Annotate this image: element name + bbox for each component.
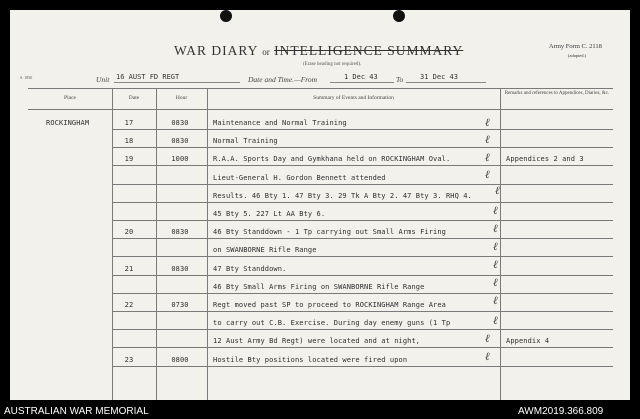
army-form-adapted: (adapted.) xyxy=(568,53,587,58)
column-divider xyxy=(207,88,208,400)
date-to-value: 31 Dec 43 xyxy=(420,73,458,81)
handwritten-initial: ℓ xyxy=(485,133,490,146)
entry-hour: 0830 xyxy=(171,137,189,145)
table-top-border xyxy=(28,88,613,89)
row-rule xyxy=(112,238,207,239)
row-rule xyxy=(112,366,207,367)
entry-summary: 47 Bty Standdown. xyxy=(213,265,287,273)
entry-hour: 1000 xyxy=(171,155,189,163)
unit-value: 16 AUST FD REGT xyxy=(116,73,180,81)
handwritten-initial: ℓ xyxy=(493,240,498,253)
entry-summary: 45 Bty 5. 227 Lt AA Bty 6. xyxy=(213,210,326,218)
row-rule xyxy=(207,275,613,276)
row-rule xyxy=(112,147,207,148)
entry-hour: 0800 xyxy=(171,356,189,364)
handwritten-initial: ℓ xyxy=(485,168,490,181)
row-rule xyxy=(112,311,207,312)
handwritten-initial: ℓ xyxy=(495,184,500,197)
punch-hole xyxy=(220,10,232,22)
to-underline xyxy=(406,82,486,83)
date-time-label: Date and Time.—From xyxy=(248,75,318,84)
handwritten-initial: ℓ xyxy=(493,276,498,289)
entry-date: 22 xyxy=(124,301,134,309)
row-rule xyxy=(112,184,207,185)
unit-label: Unit xyxy=(96,75,110,84)
column-header-remarks: Remarks and references to Appendices, Diaries, &c. xyxy=(504,91,610,96)
entry-summary: 12 Aust Army Bd Regt) were located and at night, xyxy=(213,337,421,345)
handwritten-initial: ℓ xyxy=(485,151,490,164)
entry-summary: 46 Bty Small Arms Firing on SWANBORNE Rifle Range xyxy=(213,283,425,291)
form-code: S. 1850 xyxy=(20,75,33,80)
handwritten-initial: ℓ xyxy=(493,204,498,217)
entry-hour: 0830 xyxy=(171,119,189,127)
entry-summary: 46 Bty Standdown - 1 Tp carrying out Small Arms Firing xyxy=(213,228,446,236)
from-underline xyxy=(330,82,394,83)
row-rule xyxy=(207,366,613,367)
entry-summary: Hostile Bty positions located were fired upon xyxy=(213,356,408,364)
row-rule xyxy=(112,202,207,203)
row-rule xyxy=(112,329,207,330)
title-or: or xyxy=(262,47,270,57)
punch-hole xyxy=(393,10,405,22)
table-header-border xyxy=(28,109,613,110)
entry-summary: Results. 46 Bty 1. 47 Bty 3. 29 Tk A Bty 2. 47 Bty 3. RHQ 4. xyxy=(213,192,472,200)
handwritten-initial: ℓ xyxy=(493,294,498,307)
footer-institution: AUSTRALIAN WAR MEMORIAL xyxy=(4,406,149,417)
row-rule xyxy=(207,329,613,330)
column-header-hour: Hour xyxy=(175,95,188,101)
army-form-number: Army Form C. 2118 xyxy=(549,43,602,50)
date-from-value: 1 Dec 43 xyxy=(344,73,378,81)
handwritten-initial: ℓ xyxy=(485,350,490,363)
entry-date: 18 xyxy=(124,137,134,145)
title-intelligence-summary: INTELLIGENCE SUMMARY xyxy=(274,43,464,58)
entry-date: 23 xyxy=(124,356,134,364)
row-rule xyxy=(207,256,613,257)
entry-date: 17 xyxy=(124,119,134,127)
row-rule xyxy=(112,256,207,257)
entry-summary: Regt moved past SP to proceed to ROCKINGHAM Range Area xyxy=(213,301,446,309)
entry-summary: to carry out C.B. Exercise. During day enemy guns (1 Tp xyxy=(213,319,451,327)
entry-hour: 0830 xyxy=(171,265,189,273)
row-rule xyxy=(207,220,613,221)
entry-hour: 0730 xyxy=(171,301,189,309)
row-rule xyxy=(112,347,207,348)
handwritten-initial: ℓ xyxy=(493,222,498,235)
column-divider xyxy=(156,88,157,400)
handwritten-initial: ℓ xyxy=(493,314,498,327)
column-header-date: Date xyxy=(128,95,140,101)
entry-remarks: Appendices 2 and 3 xyxy=(506,155,584,163)
title-subtitle: (Erase heading not required). xyxy=(303,62,362,67)
handwritten-initial: ℓ xyxy=(493,258,498,271)
unit-underline xyxy=(114,82,240,83)
entry-summary: on SWANBORNE Rifle Range xyxy=(213,246,317,254)
entry-summary: Normal Training xyxy=(213,137,278,145)
entry-date: 20 xyxy=(124,228,134,236)
row-rule xyxy=(112,293,207,294)
column-header-summary: Summary of Events and Information xyxy=(313,95,394,101)
entry-hour: 0830 xyxy=(171,228,189,236)
row-rule xyxy=(112,165,207,166)
column-divider xyxy=(112,88,113,400)
title-war-diary: WAR DIARY xyxy=(174,43,258,58)
entry-summary: R.A.A. Sports Day and Gymkhana held on ROCKINGHAM Oval. xyxy=(213,155,451,163)
entry-date: 19 xyxy=(124,155,134,163)
entry-place: ROCKINGHAM xyxy=(46,119,90,127)
form-title xyxy=(174,43,463,59)
row-rule xyxy=(207,347,613,348)
row-rule xyxy=(207,202,613,203)
row-rule xyxy=(207,293,613,294)
entry-summary: Maintenance and Normal Training xyxy=(213,119,347,127)
entry-date: 21 xyxy=(124,265,134,273)
row-rule xyxy=(207,184,613,185)
column-divider xyxy=(500,88,501,400)
column-header-place: Place xyxy=(64,95,76,101)
footer-accession-number: AWM2019.366.809 xyxy=(518,406,604,417)
row-rule xyxy=(207,165,613,166)
row-rule xyxy=(207,238,613,239)
row-rule xyxy=(207,147,613,148)
entry-remarks: Appendix 4 xyxy=(506,337,550,345)
row-rule xyxy=(207,129,613,130)
row-rule xyxy=(207,311,613,312)
handwritten-initial: ℓ xyxy=(485,332,490,345)
handwritten-initial: ℓ xyxy=(485,116,490,129)
date-to-label: To xyxy=(396,75,404,84)
row-rule xyxy=(112,275,207,276)
row-rule xyxy=(112,129,207,130)
entry-summary: Lieut-General H. Gordon Bennett attended xyxy=(213,174,386,182)
row-rule xyxy=(112,220,207,221)
